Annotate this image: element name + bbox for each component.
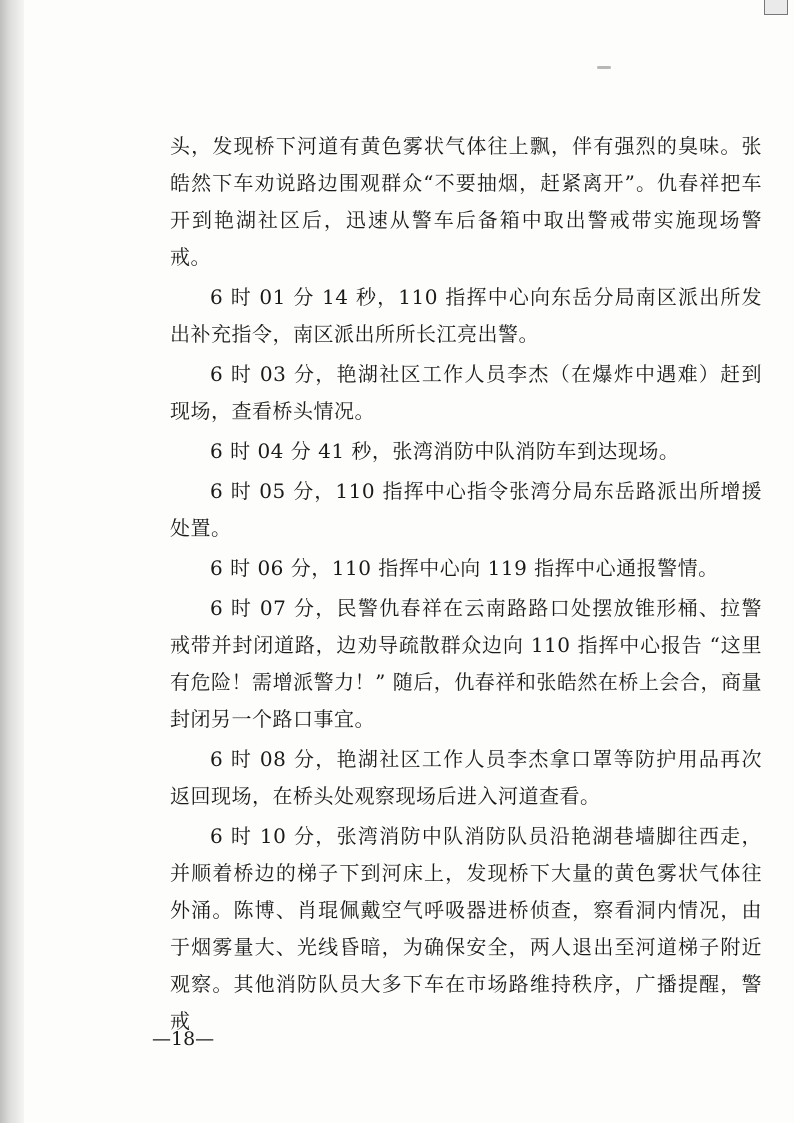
paragraph-0601: 6 时 01 分 14 秒，110 指挥中心向东岳分局南区派出所发出补充指令，南区派出所所长江亮出警。	[170, 285, 762, 346]
paragraph-0610: 6 时 10 分，张湾消防中队消防队员沿艳湖巷墙脚往西走，并顺着桥边的梯子下到河床上，发现桥下大量的黄色雾状气体往外涌。陈博、肖琨佩戴空气呼吸器进桥侦查，察看洞内情况，由于烟雾量大、光线昏暗，为确保安全，两人退出至河道梯子附近观察。其他消防队员大多下车在市场路维持秩序，广播提醒，警戒	[170, 824, 762, 1033]
paragraph-0603: 6 时 03 分，艳湖社区工作人员李杰（在爆炸中遇难）赶到现场，查看桥头情况。	[170, 362, 762, 423]
paragraph-0608: 6 时 08 分，艳湖社区工作人员李杰拿口罩等防护用品再次返回现场，在桥头处观察现场后进入河道查看。	[170, 747, 762, 808]
document-body	[170, 128, 762, 1043]
paragraph-0605: 6 时 05 分，110 指挥中心指令张湾分局东岳路派出所增援处置。	[170, 479, 762, 540]
staple-mark	[764, 0, 788, 15]
paragraph-0604: 6 时 04 分 41 秒，张湾消防中队消防车到达现场。	[210, 439, 680, 463]
scan-shadow-edge	[0, 0, 24, 1123]
page-number: —18—	[152, 1028, 215, 1050]
paragraph-0606: 6 时 06 分，110 指挥中心向 119 指挥中心通报警情。	[210, 556, 719, 580]
paragraph-continuation: 头，发现桥下河道有黄色雾状气体往上飘，伴有强烈的臭味。张皓然下车劝说路边围观群众“不要抽烟，赶紧离开”。仇春祥把车开到艳湖社区后，迅速从警车后备箱中取出警戒带实施现场警戒。	[170, 134, 762, 269]
scan-speck	[597, 66, 611, 69]
paragraph-0607: 6 时 07 分，民警仇春祥在云南路路口处摆放锥形桶、拉警戒带并封闭道路，边劝导疏散群众边向 110 指挥中心报告 “这里有危险！需增派警力！” 随后，仇春祥和张皓然在桥上会合，商量封闭另一个路口事宜。	[170, 596, 762, 731]
